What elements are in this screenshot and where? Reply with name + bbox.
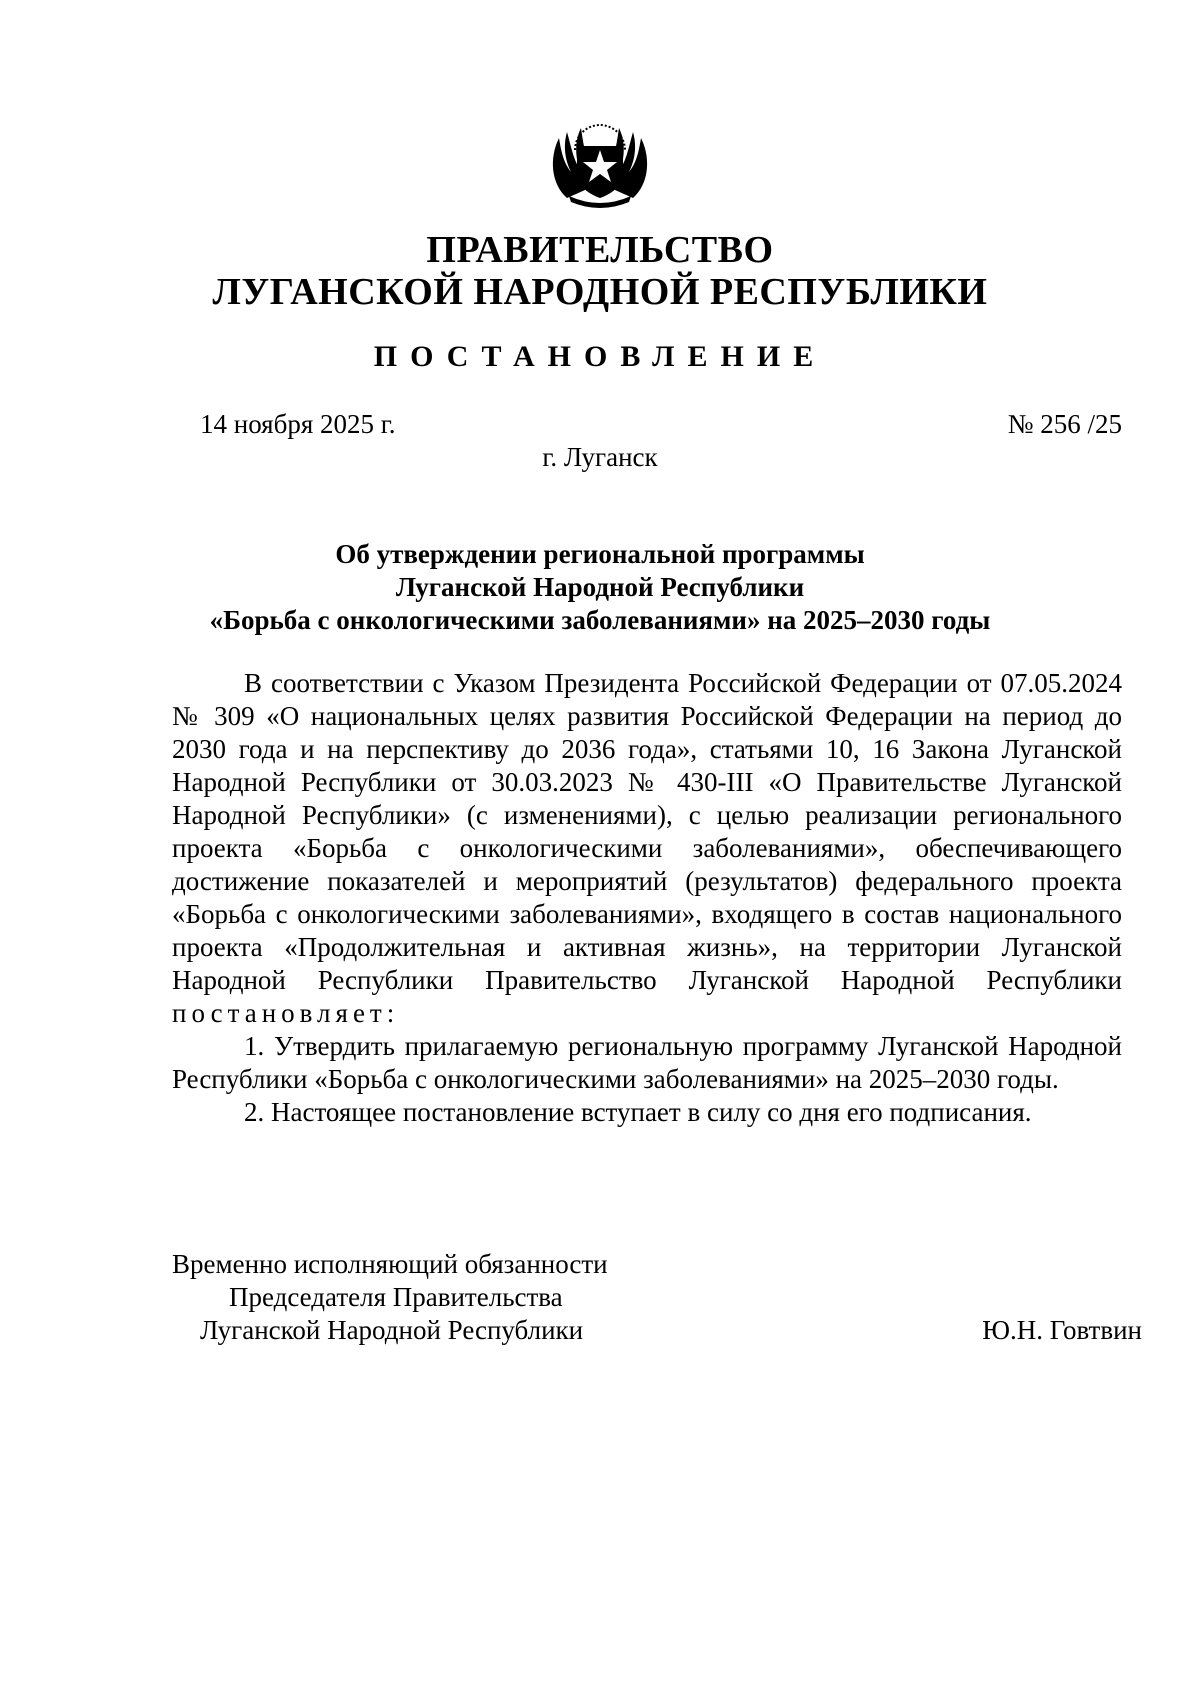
coat-of-arms-icon: [545, 110, 655, 210]
title-line1: Об утверждении региональной программы: [335, 539, 865, 569]
signer-position-line1: Временно исполняющий обязанности: [172, 1249, 608, 1279]
decree-word: постановляет:: [172, 998, 400, 1028]
item-2: 2. Настоящее постановление вступает в силу со дня его подписания.: [244, 1097, 1032, 1127]
signer-position-line3: Луганской Народной Республики: [200, 1315, 584, 1345]
title-line2: Луганской Народной Республики: [395, 572, 805, 602]
document-city: г. Луганск: [542, 442, 658, 472]
title-line3: «Борьба с онкологическими заболеваниями» на 2025–2030 годы: [209, 605, 991, 635]
preamble-text: В соответствии с Указом Президента Российской Федерации от 07.05.2024 № 309 «О национальных целях развития Российской Федерации на период до 2030 года и на перспективу до 2036 года», статьями 10, 16 Закона Луганской Народной Республики от 30.03.2023 № 430-III «О Правительстве Луганской Народной Республики» (с изменениями), с целью реализации регионального проекта «Борьба с онкологическими заболеваниями», обеспечивающего достижение показателей и мероприятий (результатов) федерального проекта «Борьба с онкологическими заболеваниями», входящего в состав национального проекта «Продолжительная и активная жизнь», на территории Луганской Народной Республики Правительство Луганской Народной Республики: [172, 668, 1122, 995]
document-date: 14 ноября 2025 г.: [200, 409, 396, 439]
org-name-line2: ЛУГАНСКОЙ НАРОДНОЙ РЕСПУБЛИКИ: [212, 271, 988, 313]
signer-position-line2: Председателя Правительства: [229, 1282, 563, 1312]
org-name-line1: ПРАВИТЕЛЬСТВО: [426, 229, 774, 271]
document-title: [0, 538, 1200, 637]
item-1: 1. Утвердить прилагаемую региональную программу Луганской Народной Республики «Борьба с онкологическими заболеваниями» на 2025–2030 годы.: [172, 1031, 1122, 1094]
document-number: № 256 /25: [1007, 409, 1122, 439]
document-type: ПОСТАНОВЛЕНИЕ: [373, 340, 827, 373]
signer-name: Ю.Н. Говтвин: [982, 1315, 1142, 1345]
document-body: [172, 667, 1122, 1129]
preamble-paragraph: [172, 667, 1122, 1030]
